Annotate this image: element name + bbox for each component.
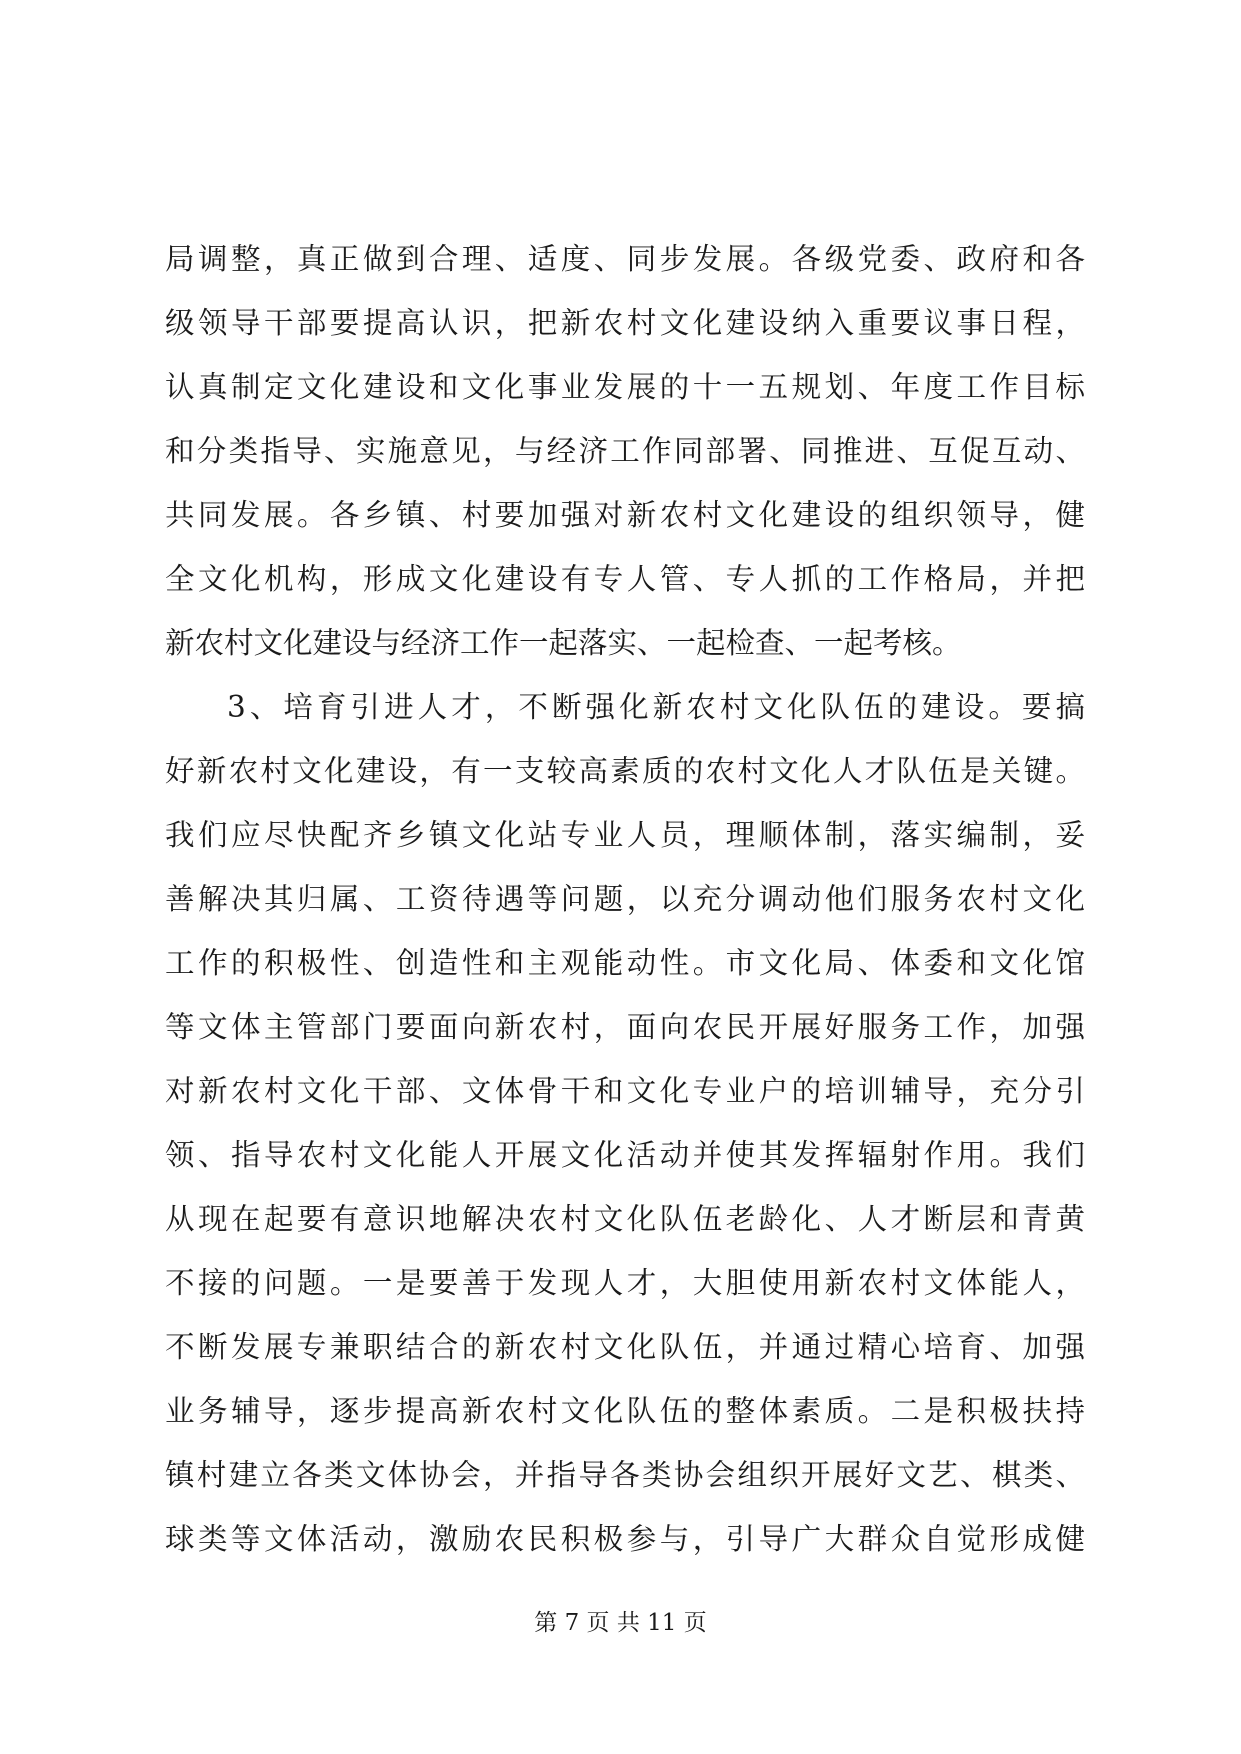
text-line: 不断发展专兼职结合的新农村文化队伍，并通过精心培育、加强 (165, 1330, 1085, 1364)
text-line: 业务辅导，逐步提高新农村文化队伍的整体素质。二是积极扶持 (165, 1394, 1085, 1428)
text-line: 领、指导农村文化能人开展文化活动并使其发挥辐射作用。我们 (165, 1138, 1085, 1172)
text-line: 镇村建立各类文体协会，并指导各类协会组织开展好文艺、棋类、 (165, 1458, 1085, 1492)
text-line: 不接的问题。一是要善于发现人才，大胆使用新农村文体能人， (165, 1266, 1085, 1300)
text-line: 认真制定文化建设和文化事业发展的十一五规划、年度工作目标 (165, 370, 1085, 404)
page-number-footer: 第 7 页 共 11 页 (534, 1610, 707, 1636)
text-line: 善解决其归属、工资待遇等问题，以充分调动他们服务农村文化 (165, 882, 1085, 916)
text-line: 球类等文体活动，激励农民积极参与，引导广大群众自觉形成健 (165, 1522, 1085, 1556)
text-line: 局调整，真正做到合理、适度、同步发展。各级党委、政府和各 (165, 242, 1085, 276)
text-line: 工作的积极性、创造性和主观能动性。市文化局、体委和文化馆 (165, 946, 1085, 980)
text-line: 对新农村文化干部、文体骨干和文化专业户的培训辅导，充分引 (165, 1074, 1085, 1108)
text-line: 从现在起要有意识地解决农村文化队伍老龄化、人才断层和青黄 (165, 1202, 1085, 1236)
text-line: 新农村文化建设与经济工作一起落实、一起检查、一起考核。 (165, 626, 962, 660)
text-line: 和分类指导、实施意见，与经济工作同部署、同推进、互促互动、 (165, 434, 1085, 468)
paragraph-heading-line: 3、培育引进人才，不断强化新农村文化队伍的建设。要搞 (227, 690, 1085, 724)
text-line: 等文体主管部门要面向新农村，面向农民开展好服务工作，加强 (165, 1010, 1085, 1044)
text-line: 全文化机构，形成文化建设有专人管、专人抓的工作格局，并把 (165, 562, 1085, 596)
text-line: 级领导干部要提高认识，把新农村文化建设纳入重要议事日程， (165, 306, 1085, 340)
text-line: 好新农村文化建设，有一支较高素质的农村文化人才队伍是关键。 (165, 754, 1085, 788)
text-line: 共同发展。各乡镇、村要加强对新农村文化建设的组织领导，健 (165, 498, 1085, 532)
body-text (165, 227, 1085, 1571)
text-line: 我们应尽快配齐乡镇文化站专业人员，理顺体制，落实编制，妥 (165, 818, 1085, 852)
